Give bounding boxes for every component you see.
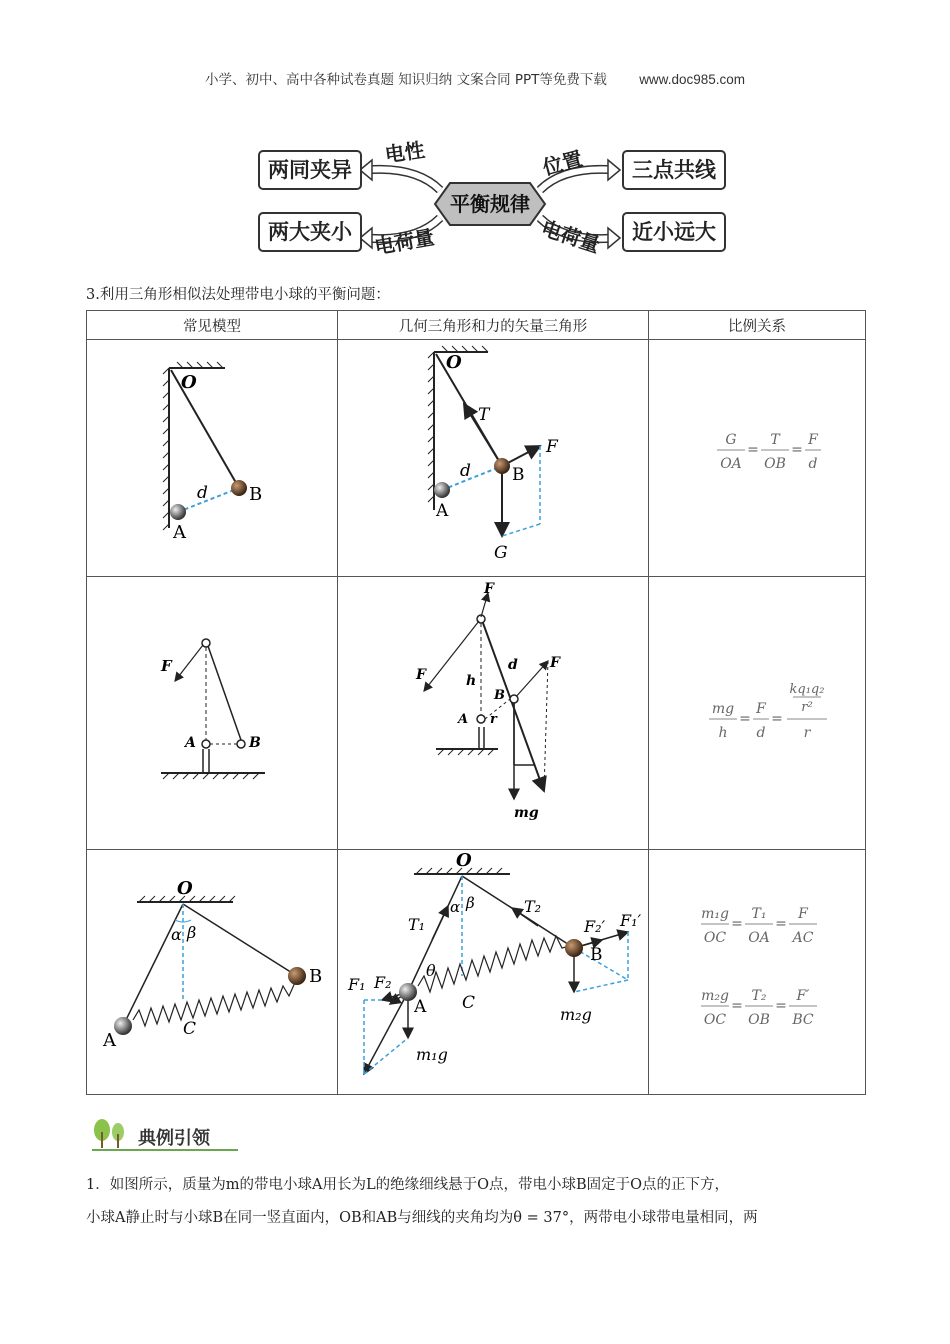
header-models: 常见模型 [87,311,338,340]
svg-text:mg: mg [711,701,735,717]
svg-text:OA: OA [720,456,742,472]
center-label: 平衡规律 [450,192,530,216]
svg-text:F′: F′ [796,988,810,1004]
svg-text:A: A [414,997,427,1017]
row3-triangle [338,850,649,1095]
svg-text:OB: OB [764,456,786,472]
svg-text:=: = [747,442,759,458]
label-left-top: 电性 [383,137,427,167]
row3-triangle-figure [338,850,648,1090]
svg-text:B: B [494,688,505,703]
row3-ratio-formulas [649,850,865,1090]
svg-text:=: = [739,711,751,727]
svg-text:A: A [185,735,196,751]
example-title-text: 典例引领 [138,1128,210,1149]
svg-text:h: h [718,725,728,741]
model-table [86,310,866,1095]
header-url[interactable]: www.doc985.com [639,72,745,87]
table-row-3 [87,850,866,1095]
svg-text:F: F [756,701,766,717]
svg-text:B: B [309,966,323,987]
table-row-1 [87,340,866,577]
svg-text:B: B [590,945,603,965]
svg-text:r: r [490,712,497,727]
svg-text:=: = [775,998,787,1014]
svg-text:F: F [550,655,560,671]
svg-text:d: d [808,456,818,472]
svg-text:r: r [803,725,811,741]
problem-line-1: 1．如图所示，质量为m的带电小球A用长为L的绝缘细线悬于O点，带电小球B固定于O点的正下方， [86,1177,730,1193]
header-ratios: 比例关系 [649,311,866,340]
svg-text:A: A [458,712,469,727]
svg-text:AC: AC [792,930,814,946]
svg-text:h: h [466,673,477,689]
row1-model [87,340,338,577]
table-row-2 [87,577,866,850]
svg-text:F₁: F₁ [348,975,366,994]
svg-text:F₂′: F₂′ [584,917,606,936]
row3-model [87,850,338,1095]
svg-text:O: O [177,878,193,899]
svg-text:B: B [249,735,261,751]
svg-text:G: G [494,543,508,563]
example-section-title [90,1118,240,1156]
svg-text:A: A [103,1030,116,1051]
example-title-banner [90,1118,240,1152]
box-right-bottom: 近小远大 [622,212,726,252]
svg-text:T₁: T₁ [751,906,767,922]
box-right-top: 三点共线 [622,150,726,190]
svg-text:β: β [187,923,197,942]
row2-ratio-formula [649,577,865,845]
svg-text:m₁g: m₁g [701,906,729,922]
svg-text:=: = [731,998,743,1014]
svg-text:α: α [450,898,461,916]
svg-text:B: B [249,484,263,505]
row1-ratio-formula [649,340,865,572]
svg-text:O: O [446,352,462,373]
svg-text:C: C [183,1019,197,1039]
svg-text:d: d [197,483,208,503]
svg-text:m₂g: m₂g [701,988,729,1004]
row2-ratio [649,577,866,850]
svg-text:F: F [798,906,808,922]
row2-model-figure [87,577,337,845]
problem-line-2: 小球A静止时与小球B在同一竖直面内，OB和AB与细线的夹角均为θ = 37°，两带电小球带电量相同，两 [86,1210,758,1226]
row2-triangle [338,577,649,850]
svg-text:OA: OA [748,930,770,946]
svg-text:F: F [808,432,818,448]
svg-text:d: d [756,725,766,741]
svg-text:F₁′: F₁′ [620,911,642,930]
section3-title: 3.利用三角形相似法处理带电小球的平衡问题： [86,287,390,303]
svg-text:r²: r² [801,700,813,715]
svg-text:F₂: F₂ [374,973,392,992]
svg-text:F: F [416,667,426,683]
row1-triangle [338,340,649,577]
svg-text:=: = [731,916,743,932]
row3-model-figure [87,850,337,1090]
svg-text:F: F [546,437,558,457]
row1-ratio [649,340,866,577]
svg-text:A: A [173,522,186,543]
svg-text:BC: BC [792,1012,814,1028]
svg-text:=: = [771,711,783,727]
header-triangles: 几何三角形和力的矢量三角形 [338,311,649,340]
header-text: 小学、初中、高中各种试卷真题 知识归纳 文案合同 PPT等免费下载 [204,72,607,88]
row3-ratio [649,850,866,1095]
svg-text:F: F [484,581,494,597]
svg-text:m₁g: m₁g [416,1045,448,1064]
svg-text:B: B [512,465,525,485]
svg-text:kq₁q₂: kq₁q₂ [789,682,825,697]
table-header-row [87,311,866,340]
svg-text:OB: OB [748,1012,770,1028]
svg-text:d: d [508,657,518,673]
svg-text:d: d [460,461,471,481]
svg-text:θ: θ [426,961,436,980]
svg-text:mg: mg [514,805,539,821]
svg-text:OC: OC [703,1012,727,1028]
svg-text:T: T [770,432,780,448]
svg-text:T₂: T₂ [751,988,767,1004]
row2-model [87,577,338,850]
row2-triangle-figure [338,577,648,845]
svg-text:T₂: T₂ [524,897,542,916]
svg-text:O: O [456,850,472,871]
label-left-bottom: 电荷量 [372,224,436,259]
svg-text:OC: OC [703,930,727,946]
svg-text:=: = [775,916,787,932]
svg-text:m₂g: m₂g [560,1005,592,1024]
svg-text:T: T [478,405,490,425]
box-left-top: 两同夹异 [258,150,362,190]
svg-text:F: F [161,657,172,675]
svg-text:A: A [436,501,449,521]
svg-text:O: O [181,372,197,393]
row1-triangle-figure [338,340,648,572]
row1-model-figure [87,340,337,572]
svg-text:β: β [466,894,475,912]
box-left-bottom: 两大夹小 [258,212,362,252]
label-right-bottom: 电荷量 [538,215,603,258]
svg-text:α: α [171,925,182,944]
svg-text:C: C [462,993,476,1013]
balance-arrows [0,130,950,270]
svg-text:=: = [791,442,803,458]
page-header [0,68,950,88]
svg-text:T₁: T₁ [408,915,426,934]
svg-text:G: G [725,432,737,448]
label-right-top: 位置 [540,146,585,180]
